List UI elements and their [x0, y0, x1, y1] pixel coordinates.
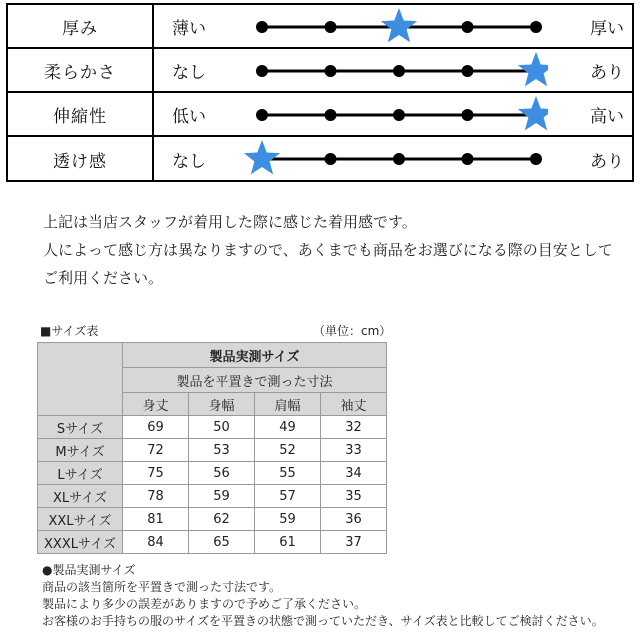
size-value: 52	[255, 439, 321, 462]
size-label: Lサイズ	[38, 462, 123, 485]
table-row	[38, 531, 387, 554]
scale-dot	[462, 109, 474, 121]
column-header: 身幅	[189, 393, 255, 416]
table-row	[38, 439, 387, 462]
scale-dot	[325, 153, 337, 165]
size-label: XXLサイズ	[38, 508, 123, 531]
table-row	[38, 508, 387, 531]
size-value: 75	[123, 462, 189, 485]
group-subtitle: 製品を平置きで測った寸法	[123, 368, 387, 393]
size-value: 57	[255, 485, 321, 508]
size-label: XLサイズ	[38, 485, 123, 508]
rating-row-sheerness	[8, 137, 632, 181]
scale-dot	[393, 109, 405, 121]
column-header: 肩幅	[255, 393, 321, 416]
size-value: 36	[321, 508, 387, 531]
size-value: 56	[189, 462, 255, 485]
size-footnotes	[42, 562, 604, 630]
size-value: 49	[255, 416, 321, 439]
scale-dot	[462, 21, 474, 33]
size-label: Mサイズ	[38, 439, 123, 462]
size-value: 37	[321, 531, 387, 554]
scale-dot	[325, 109, 337, 121]
scale-dot	[462, 153, 474, 165]
scale-dot	[393, 65, 405, 77]
table-row	[38, 485, 387, 508]
size-value: 78	[123, 485, 189, 508]
size-value: 69	[123, 416, 189, 439]
column-header: 袖丈	[321, 393, 387, 416]
table-row	[38, 462, 387, 485]
size-value: 62	[189, 508, 255, 531]
rating-right-label: あり	[590, 151, 624, 172]
size-value: 59	[255, 508, 321, 531]
rating-left-label: なし	[172, 151, 206, 172]
star-icon	[518, 52, 548, 86]
footnote-line: ●製品実測サイズ	[42, 563, 136, 577]
scale-dot	[462, 65, 474, 77]
rating-scale	[238, 137, 548, 179]
scale-dot	[530, 21, 542, 33]
footnote-line: 製品により多少の誤差がありますので予めご了承ください。	[42, 597, 367, 611]
scale-dot	[256, 109, 268, 121]
size-value: 61	[255, 531, 321, 554]
scale-dot	[325, 65, 337, 77]
size-value: 65	[189, 531, 255, 554]
note-line: ご利用ください。	[43, 269, 164, 287]
footnote-line: 商品の該当箇所を平置きで測った寸法です。	[42, 580, 282, 594]
table-row	[38, 416, 387, 439]
rating-label: 厚み	[8, 5, 154, 47]
rating-scale	[238, 93, 548, 135]
size-table-title: ■サイズ表	[40, 324, 99, 338]
rating-left-label: なし	[172, 62, 206, 83]
rating-row-stretch	[8, 93, 632, 137]
star-icon	[244, 140, 280, 174]
size-table-unit: （単位：cm）	[313, 324, 392, 338]
rating-label: 柔らかさ	[8, 49, 154, 91]
rating-right-label: あり	[590, 62, 624, 83]
rating-row-thickness	[8, 5, 632, 49]
rating-right-label: 厚い	[590, 18, 624, 39]
table-corner	[38, 343, 123, 416]
footnote-line: お客様のお手持ちの服のサイズを平置きの状態で測っていただき、サイズ表と比較してご検討ください。	[42, 614, 604, 628]
size-table	[37, 342, 387, 554]
scale-dot	[530, 153, 542, 165]
size-label: XXXLサイズ	[38, 531, 123, 554]
rating-label: 透け感	[8, 137, 154, 181]
size-value: 55	[255, 462, 321, 485]
wear-note	[43, 208, 623, 292]
star-icon	[381, 8, 417, 42]
note-line: 人によって感じ方は異なりますので、あくまでも商品をお選びになる際の目安として	[43, 241, 613, 259]
group-title: 製品実測サイズ	[123, 343, 387, 368]
scale-dot	[325, 21, 337, 33]
note-line: 上記は当店スタッフが着用した際に感じた着用感です。	[43, 213, 417, 231]
star-icon	[518, 96, 548, 130]
size-value: 81	[123, 508, 189, 531]
rating-table	[6, 3, 634, 182]
size-value: 59	[189, 485, 255, 508]
size-value: 50	[189, 416, 255, 439]
rating-row-softness	[8, 49, 632, 93]
size-value: 53	[189, 439, 255, 462]
rating-label: 伸縮性	[8, 93, 154, 135]
size-value: 35	[321, 485, 387, 508]
scale-dot	[256, 21, 268, 33]
scale-dot	[256, 65, 268, 77]
rating-left-label: 薄い	[172, 18, 206, 39]
size-value: 72	[123, 439, 189, 462]
size-value: 33	[321, 439, 387, 462]
rating-right-label: 高い	[590, 106, 624, 127]
size-value: 84	[123, 531, 189, 554]
rating-scale	[238, 49, 548, 91]
scale-dot	[393, 153, 405, 165]
rating-scale	[238, 5, 548, 47]
size-value: 34	[321, 462, 387, 485]
size-value: 32	[321, 416, 387, 439]
column-header: 身丈	[123, 393, 189, 416]
rating-left-label: 低い	[172, 106, 206, 127]
size-label: Sサイズ	[38, 416, 123, 439]
